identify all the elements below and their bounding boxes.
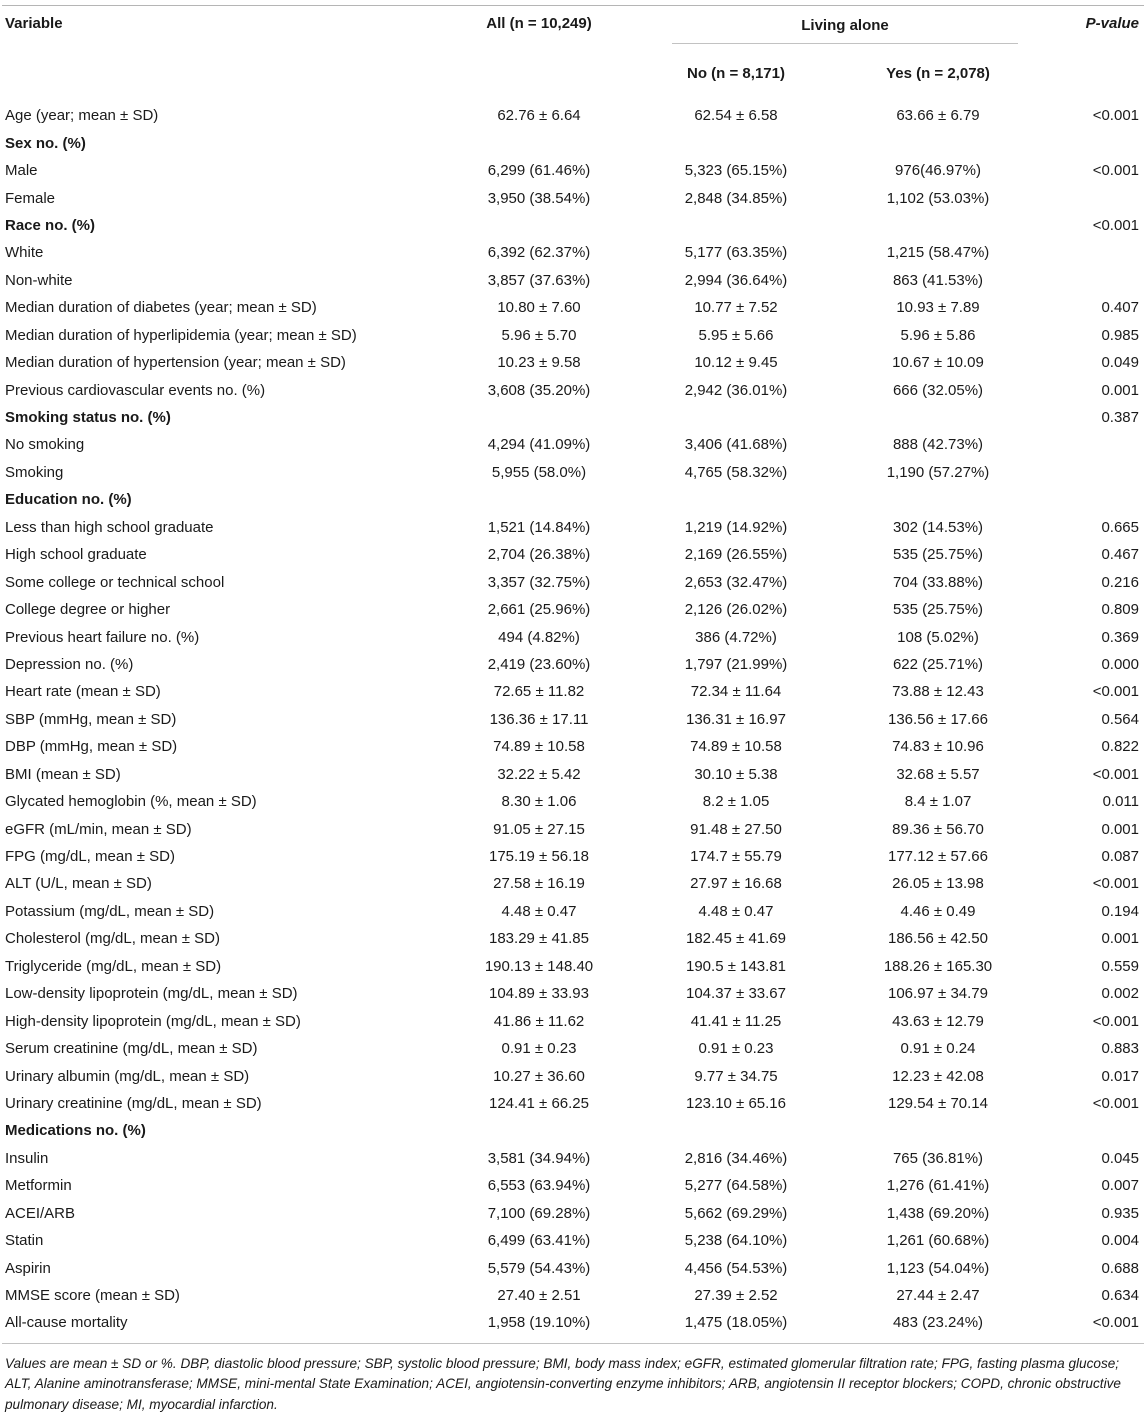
table-row <box>0 349 1146 376</box>
cell-variable: Depression no. (%) <box>5 655 134 673</box>
table-row <box>0 459 1146 486</box>
cell-all: 10.27 ± 36.60 <box>493 1067 585 1085</box>
cell-pvalue: 0.467 <box>1101 546 1139 564</box>
cell-variable: ACEI/ARB <box>5 1204 76 1222</box>
cell-living-alone-no: 5.95 ± 5.66 <box>698 326 774 344</box>
cell-living-alone-yes: 888 (42.73%) <box>892 436 984 454</box>
table-row <box>0 815 1146 842</box>
cell-variable: College degree or higher <box>5 601 171 619</box>
table-row <box>0 678 1146 705</box>
table-footnote: Values are mean ± SD or %. DBP, diastolic blood pressure; SBP, systolic blood pressure; BMI, body mass index; eGFR, estimated glomerular filtration rate; FPG, fasting plasma glucose; ALT, Alanine aminotransferase; MMSE, mini-mental State Examination; ACEI, angiotensin-converting enzyme inhibitors; ARB, angiotensin II receptor blockers; COPD, chronic obstructive pulmonary disease; MI, myocardial infarction. <box>5 1355 1121 1412</box>
cell-living-alone-yes: 1,276 (61.41%) <box>886 1177 990 1195</box>
cell-all <box>380 486 638 513</box>
cell-living-alone-no: 30.10 ± 5.38 <box>694 765 778 783</box>
table-row <box>0 843 1146 870</box>
header-all: All (n = 10,249) <box>486 15 592 32</box>
cell-living-alone-yes: 1,438 (69.20%) <box>886 1204 990 1222</box>
cell-living-alone-no: 5,277 (64.58%) <box>684 1177 788 1195</box>
cell-living-alone-yes: 106.97 ± 34.79 <box>888 985 988 1003</box>
cell-pvalue: 0.011 <box>1102 793 1139 811</box>
table-row <box>0 294 1146 321</box>
table-body <box>0 94 1146 1343</box>
cell-living-alone-yes: 483 (23.24%) <box>892 1314 984 1332</box>
table-row <box>0 651 1146 678</box>
cell-pvalue: 0.001 <box>1101 930 1139 948</box>
cell-all: 5,955 (58.0%) <box>491 463 587 481</box>
cell-living-alone-no: 62.54 ± 6.58 <box>694 107 778 125</box>
cell-pvalue: 0.007 <box>1101 1177 1139 1195</box>
cell-pvalue: 0.194 <box>1101 902 1139 920</box>
cell-living-alone-yes: 89.36 ± 56.70 <box>892 820 984 838</box>
table-row <box>0 157 1146 184</box>
table-row <box>0 953 1146 980</box>
cell-pvalue: 0.001 <box>1101 820 1139 838</box>
cell-pvalue: 0.559 <box>1101 957 1139 975</box>
cell-living-alone-yes: 73.88 ± 12.43 <box>892 683 984 701</box>
cell-variable: MMSE score (mean ± SD) <box>5 1287 180 1305</box>
cell-living-alone-no <box>638 129 816 156</box>
cell-living-alone-no <box>638 1117 816 1144</box>
header-row-1 <box>0 6 1146 52</box>
table-row <box>0 541 1146 568</box>
cell-living-alone-yes: 0.91 ± 0.24 <box>900 1040 976 1058</box>
cell-variable: Urinary creatinine (mg/dL, mean ± SD) <box>5 1094 262 1112</box>
cell-all: 6,299 (61.46%) <box>487 162 591 180</box>
cell-all: 8.30 ± 1.06 <box>501 793 577 811</box>
cell-living-alone-no: 0.91 ± 0.23 <box>698 1040 774 1058</box>
cell-pvalue <box>1052 486 1146 513</box>
cell-living-alone-no: 104.37 ± 33.67 <box>686 985 786 1003</box>
cell-living-alone-no: 182.45 ± 41.69 <box>686 930 786 948</box>
cell-living-alone-yes: 8.4 ± 1.07 <box>904 793 972 811</box>
header-pvalue: P-value <box>1085 15 1139 32</box>
cell-living-alone-no: 3,406 (41.68%) <box>684 436 788 454</box>
cell-living-alone-yes <box>816 486 1052 513</box>
cell-living-alone-yes <box>816 1117 1052 1144</box>
cell-pvalue: 0.001 <box>1101 381 1139 399</box>
cell-living-alone-no: 2,994 (36.64%) <box>684 271 788 289</box>
cell-living-alone-yes: 10.93 ± 7.89 <box>896 299 980 317</box>
cell-all: 2,704 (26.38%) <box>487 546 591 564</box>
cell-living-alone-yes: 12.23 ± 42.08 <box>892 1067 984 1085</box>
cell-all: 175.19 ± 56.18 <box>489 848 589 866</box>
cell-pvalue: <0.001 <box>1092 765 1139 783</box>
cell-all <box>380 1117 638 1144</box>
cell-pvalue: 0.049 <box>1101 354 1139 372</box>
table-row <box>0 1200 1146 1227</box>
table-row <box>0 514 1146 541</box>
cell-living-alone-yes: 666 (32.05%) <box>892 381 984 399</box>
cell-all: 124.41 ± 66.25 <box>489 1094 589 1112</box>
cell-living-alone-yes: 26.05 ± 13.98 <box>892 875 984 893</box>
cell-variable: Glycated hemoglobin (%, mean ± SD) <box>5 793 257 811</box>
cell-variable: Potassium (mg/dL, mean ± SD) <box>5 902 215 920</box>
cell-living-alone-no: 2,653 (32.47%) <box>684 573 788 591</box>
cell-all: 3,608 (35.20%) <box>487 381 591 399</box>
cell-variable: Previous heart failure no. (%) <box>5 628 200 646</box>
cell-all: 5,579 (54.43%) <box>487 1259 591 1277</box>
cell-variable: Cholesterol (mg/dL, mean ± SD) <box>5 930 220 948</box>
cell-living-alone-yes <box>816 129 1052 156</box>
cell-living-alone-yes: 535 (25.75%) <box>892 601 984 619</box>
cell-living-alone-no: 1,475 (18.05%) <box>684 1314 788 1332</box>
cell-all: 27.58 ± 16.19 <box>493 875 585 893</box>
cell-pvalue: <0.001 <box>1092 1094 1139 1112</box>
cell-all <box>380 212 638 239</box>
cell-pvalue <box>1052 1117 1146 1144</box>
cell-living-alone-no: 10.12 ± 9.45 <box>694 354 778 372</box>
cell-pvalue: 0.387 <box>1101 409 1139 427</box>
table-row <box>0 623 1146 650</box>
cell-variable: Serum creatinine (mg/dL, mean ± SD) <box>5 1040 258 1058</box>
cell-living-alone-yes: 27.44 ± 2.47 <box>896 1287 980 1305</box>
section-row <box>0 1117 1146 1144</box>
cell-living-alone-no: 2,816 (34.46%) <box>684 1149 788 1167</box>
cell-all: 6,553 (63.94%) <box>487 1177 591 1195</box>
cell-all: 0.91 ± 0.23 <box>501 1040 577 1058</box>
cell-living-alone-yes: 32.68 ± 5.57 <box>896 765 980 783</box>
cell-living-alone-yes: 108 (5.02%) <box>897 628 979 646</box>
cell-living-alone-no: 5,177 (63.35%) <box>684 244 788 262</box>
cell-living-alone-no: 74.89 ± 10.58 <box>690 738 782 756</box>
cell-variable: Smoking status no. (%) <box>5 409 171 427</box>
table-row <box>0 431 1146 458</box>
cell-living-alone-no: 27.39 ± 2.52 <box>694 1287 778 1305</box>
cell-pvalue: 0.634 <box>1101 1287 1139 1305</box>
cell-variable: Smoking <box>5 463 64 481</box>
cell-pvalue: 0.809 <box>1101 601 1139 619</box>
cell-pvalue: <0.001 <box>1092 107 1139 125</box>
cell-variable: FPG (mg/dL, mean ± SD) <box>5 848 175 866</box>
table-row <box>0 596 1146 623</box>
table-row <box>0 733 1146 760</box>
cell-pvalue: 0.665 <box>1101 518 1139 536</box>
cell-pvalue <box>1052 129 1146 156</box>
cell-living-alone-yes: 704 (33.88%) <box>892 573 984 591</box>
cell-living-alone-no: 1,219 (14.92%) <box>684 518 788 536</box>
cell-pvalue: <0.001 <box>1092 875 1139 893</box>
cell-all: 5.96 ± 5.70 <box>501 326 577 344</box>
cell-variable: White <box>5 244 44 262</box>
cell-all: 2,661 (25.96%) <box>487 601 591 619</box>
cell-living-alone-no: 4.48 ± 0.47 <box>698 902 774 920</box>
cell-pvalue: 0.369 <box>1101 628 1139 646</box>
cell-living-alone-no: 9.77 ± 34.75 <box>694 1067 778 1085</box>
cell-variable: Median duration of hyperlipidemia (year; mean ± SD) <box>5 326 357 344</box>
cell-pvalue: 0.985 <box>1101 326 1139 344</box>
cell-variable: Less than high school graduate <box>5 518 214 536</box>
cell-living-alone-yes: 129.54 ± 70.14 <box>888 1094 988 1112</box>
table-row <box>0 1172 1146 1199</box>
cell-variable: Metformin <box>5 1177 72 1195</box>
cell-all: 2,419 (23.60%) <box>487 655 591 673</box>
cell-living-alone-no: 5,238 (64.10%) <box>684 1232 788 1250</box>
cell-all: 32.22 ± 5.42 <box>497 765 581 783</box>
cell-living-alone-no: 27.97 ± 16.68 <box>690 875 782 893</box>
cell-living-alone-yes: 5.96 ± 5.86 <box>900 326 976 344</box>
cell-variable: DBP (mmHg, mean ± SD) <box>5 738 178 756</box>
header-variable: Variable <box>5 15 63 32</box>
cell-living-alone-no: 190.5 ± 143.81 <box>686 957 786 975</box>
cell-all: 91.05 ± 27.15 <box>493 820 585 838</box>
baseline-characteristics-table <box>0 6 1146 1343</box>
cell-living-alone-no: 2,848 (34.85%) <box>684 189 788 207</box>
cell-all: 3,357 (32.75%) <box>487 573 591 591</box>
cell-variable: Sex no. (%) <box>5 134 86 152</box>
cell-living-alone-no: 10.77 ± 7.52 <box>694 299 778 317</box>
cell-pvalue: 0.004 <box>1101 1232 1139 1250</box>
cell-living-alone-no: 1,797 (21.99%) <box>684 655 788 673</box>
cell-living-alone-yes: 4.46 ± 0.49 <box>900 902 976 920</box>
cell-all: 1,521 (14.84%) <box>487 518 591 536</box>
cell-all: 72.65 ± 11.82 <box>493 683 585 701</box>
cell-all: 10.23 ± 9.58 <box>497 354 581 372</box>
cell-living-alone-no: 123.10 ± 65.16 <box>686 1094 786 1112</box>
cell-living-alone-yes <box>816 212 1052 239</box>
cell-living-alone-yes: 1,215 (58.47%) <box>886 244 990 262</box>
table-row <box>0 1062 1146 1089</box>
table-row <box>0 184 1146 211</box>
cell-pvalue: 0.087 <box>1101 848 1139 866</box>
cell-living-alone-no: 386 (4.72%) <box>695 628 777 646</box>
cell-living-alone-yes: 765 (36.81%) <box>892 1149 984 1167</box>
cell-living-alone-yes: 1,190 (57.27%) <box>886 463 990 481</box>
cell-living-alone-no <box>638 486 816 513</box>
cell-living-alone-yes: 188.26 ± 165.30 <box>883 957 993 975</box>
table-row <box>0 1145 1146 1172</box>
cell-variable: Previous cardiovascular events no. (%) <box>5 381 266 399</box>
cell-living-alone-no: 4,765 (58.32%) <box>684 463 788 481</box>
table-row <box>0 239 1146 266</box>
cell-living-alone-yes: 136.56 ± 17.66 <box>888 710 988 728</box>
cell-pvalue: 0.045 <box>1101 1149 1139 1167</box>
header-no: No (n = 8,171) <box>687 64 785 82</box>
cell-pvalue: 0.822 <box>1101 738 1139 756</box>
cell-variable: Education no. (%) <box>5 491 132 509</box>
table-row <box>0 1090 1146 1117</box>
cell-living-alone-yes: 1,102 (53.03%) <box>886 189 990 207</box>
cell-living-alone-no: 5,323 (65.15%) <box>684 162 788 180</box>
cell-all: 6,392 (62.37%) <box>487 244 591 262</box>
table-row <box>0 568 1146 595</box>
cell-variable: Heart rate (mean ± SD) <box>5 683 161 701</box>
cell-living-alone-yes: 622 (25.71%) <box>892 655 984 673</box>
cell-variable: Age (year; mean ± SD) <box>5 107 159 125</box>
cell-all: 190.13 ± 148.40 <box>484 957 594 975</box>
cell-pvalue: <0.001 <box>1092 683 1139 701</box>
cell-living-alone-no: 4,456 (54.53%) <box>684 1259 788 1277</box>
section-row <box>0 404 1146 431</box>
cell-variable: Median duration of hypertension (year; mean ± SD) <box>5 354 346 372</box>
cell-all <box>380 129 638 156</box>
cell-living-alone-yes: 10.67 ± 10.09 <box>892 354 984 372</box>
cell-living-alone-yes: 302 (14.53%) <box>892 518 984 536</box>
cell-pvalue: <0.001 <box>1092 216 1139 234</box>
cell-living-alone-no <box>638 212 816 239</box>
cell-variable: High school graduate <box>5 546 147 564</box>
table-row <box>0 925 1146 952</box>
table-row <box>0 706 1146 733</box>
cell-pvalue: <0.001 <box>1092 1314 1139 1332</box>
table-row <box>0 322 1146 349</box>
cell-pvalue: 0.407 <box>1101 299 1139 317</box>
cell-all: 7,100 (69.28%) <box>487 1204 591 1222</box>
cell-all <box>380 404 638 431</box>
cell-living-alone-no: 72.34 ± 11.64 <box>690 683 782 701</box>
table-row <box>0 1309 1146 1342</box>
section-row <box>0 212 1146 239</box>
cell-all: 183.29 ± 41.85 <box>489 930 589 948</box>
cell-living-alone-no: 5,662 (69.29%) <box>684 1204 788 1222</box>
cell-variable: ALT (U/L, mean ± SD) <box>5 875 152 893</box>
table-row <box>0 980 1146 1007</box>
cell-pvalue: 0.216 <box>1101 573 1139 591</box>
cell-living-alone-yes <box>816 404 1052 431</box>
cell-living-alone-yes: 535 (25.75%) <box>892 546 984 564</box>
cell-living-alone-yes: 863 (41.53%) <box>892 271 984 289</box>
cell-living-alone-no: 2,942 (36.01%) <box>684 381 788 399</box>
cell-variable: Some college or technical school <box>5 573 225 591</box>
cell-all: 41.86 ± 11.62 <box>493 1012 585 1030</box>
cell-all: 27.40 ± 2.51 <box>497 1287 581 1305</box>
cell-pvalue: 0.688 <box>1101 1259 1139 1277</box>
cell-living-alone-no: 136.31 ± 16.97 <box>686 710 786 728</box>
cell-all: 4,294 (41.09%) <box>487 436 591 454</box>
cell-variable: Statin <box>5 1232 44 1250</box>
cell-pvalue: <0.001 <box>1092 162 1139 180</box>
cell-pvalue: 0.883 <box>1101 1040 1139 1058</box>
table-row <box>0 870 1146 897</box>
cell-variable: Female <box>5 189 56 207</box>
cell-living-alone-no: 174.7 ± 55.79 <box>690 848 782 866</box>
cell-living-alone-no <box>638 404 816 431</box>
cell-living-alone-yes: 74.83 ± 10.96 <box>892 738 984 756</box>
table-row <box>0 761 1146 788</box>
cell-living-alone-yes: 1,123 (54.04%) <box>886 1259 990 1277</box>
table-row <box>0 898 1146 925</box>
cell-variable: SBP (mmHg, mean ± SD) <box>5 710 177 728</box>
cell-variable: eGFR (mL/min, mean ± SD) <box>5 820 192 838</box>
cell-living-alone-yes: 177.12 ± 57.66 <box>888 848 988 866</box>
cell-living-alone-no: 8.2 ± 1.05 <box>702 793 770 811</box>
table-row <box>0 1282 1146 1309</box>
table-row <box>0 1254 1146 1281</box>
cell-variable: All-cause mortality <box>5 1314 128 1332</box>
cell-all: 10.80 ± 7.60 <box>497 299 581 317</box>
table-row <box>0 788 1146 815</box>
cell-all: 3,581 (34.94%) <box>487 1149 591 1167</box>
cell-pvalue: 0.935 <box>1101 1204 1139 1222</box>
section-row <box>0 129 1146 156</box>
table-row <box>0 1035 1146 1062</box>
header-living-alone: Living alone <box>638 6 1052 52</box>
cell-variable: Non-white <box>5 271 73 289</box>
cell-pvalue <box>1052 267 1146 294</box>
cell-living-alone-yes: 43.63 ± 12.79 <box>892 1012 984 1030</box>
table-row <box>0 94 1146 129</box>
cell-all: 74.89 ± 10.58 <box>493 738 585 756</box>
cell-variable: High-density lipoprotein (mg/dL, mean ± SD) <box>5 1012 301 1030</box>
cell-all: 3,950 (38.54%) <box>487 189 591 207</box>
cell-living-alone-yes: 186.56 ± 42.50 <box>888 930 988 948</box>
cell-living-alone-yes: 1,261 (60.68%) <box>886 1232 990 1250</box>
cell-pvalue: 0.017 <box>1101 1067 1139 1085</box>
table-row <box>0 1007 1146 1034</box>
cell-all: 136.36 ± 17.11 <box>489 710 589 728</box>
cell-variable: Medications no. (%) <box>5 1122 146 1140</box>
cell-all: 4.48 ± 0.47 <box>501 902 577 920</box>
cell-variable: No smoking <box>5 436 85 454</box>
table-row <box>0 267 1146 294</box>
cell-pvalue <box>1052 459 1146 486</box>
cell-living-alone-no: 2,169 (26.55%) <box>684 546 788 564</box>
cell-living-alone-no: 91.48 ± 27.50 <box>690 820 782 838</box>
header-yes: Yes (n = 2,078) <box>886 64 990 82</box>
cell-all: 62.76 ± 6.64 <box>497 107 581 125</box>
cell-pvalue <box>1052 431 1146 458</box>
cell-pvalue: 0.564 <box>1101 710 1139 728</box>
cell-all: 104.89 ± 33.93 <box>489 985 589 1003</box>
cell-all: 494 (4.82%) <box>498 628 580 646</box>
cell-variable: Male <box>5 162 38 180</box>
cell-living-alone-no: 41.41 ± 11.25 <box>690 1012 782 1030</box>
cell-pvalue <box>1052 184 1146 211</box>
cell-variable: Race no. (%) <box>5 216 96 234</box>
table-row <box>0 376 1146 403</box>
cell-pvalue <box>1052 239 1146 266</box>
cell-all: 6,499 (63.41%) <box>487 1232 591 1250</box>
cell-pvalue: 0.002 <box>1101 985 1139 1003</box>
cell-variable: Triglyceride (mg/dL, mean ± SD) <box>5 957 222 975</box>
cell-pvalue: <0.001 <box>1092 1012 1139 1030</box>
section-row <box>0 486 1146 513</box>
cell-variable: Aspirin <box>5 1259 51 1277</box>
table-row <box>0 1227 1146 1254</box>
cell-variable: Urinary albumin (mg/dL, mean ± SD) <box>5 1067 250 1085</box>
cell-living-alone-yes: 63.66 ± 6.79 <box>896 107 980 125</box>
cell-all: 3,857 (37.63%) <box>487 271 591 289</box>
cell-pvalue: 0.000 <box>1101 655 1139 673</box>
cell-variable: Low-density lipoprotein (mg/dL, mean ± SD) <box>5 985 298 1003</box>
cell-living-alone-yes: 976(46.97%) <box>895 162 981 180</box>
cell-living-alone-no: 2,126 (26.02%) <box>684 601 788 619</box>
cell-variable: BMI (mean ± SD) <box>5 765 121 783</box>
cell-all: 1,958 (19.10%) <box>487 1314 591 1332</box>
cell-variable: Median duration of diabetes (year; mean ± SD) <box>5 299 317 317</box>
cell-variable: Insulin <box>5 1149 49 1167</box>
